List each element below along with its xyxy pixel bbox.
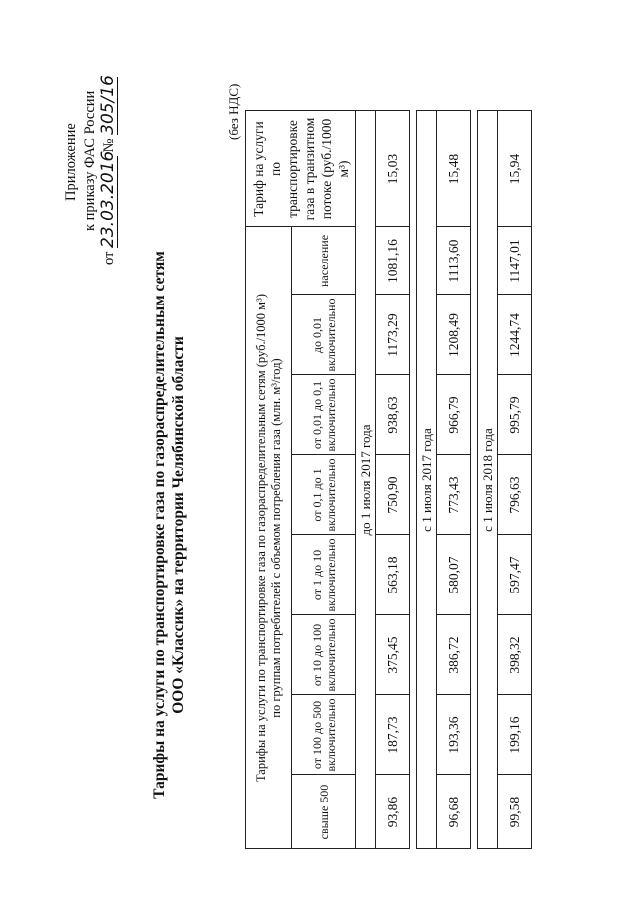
table-row <box>376 111 410 875</box>
table-cell: 1147,01 <box>498 227 532 295</box>
table-row <box>437 111 471 875</box>
period-row <box>356 111 376 875</box>
number-field <box>100 77 118 135</box>
handwritten-number: 305/16 <box>98 75 118 135</box>
header-main-cell <box>246 227 292 849</box>
appendix-date-line <box>100 35 119 265</box>
table-cell: 1113,60 <box>437 227 471 295</box>
table-cell: 96,68 <box>437 775 471 849</box>
from-label: от <box>101 251 117 265</box>
number-label: № <box>101 138 117 153</box>
table-cell: 93,86 <box>376 775 410 849</box>
table-cell: 966,79 <box>437 375 471 455</box>
transit-cell: 15,03 <box>376 111 410 227</box>
appendix-block <box>62 35 119 265</box>
header-main-text: Тарифы на услуги по транспортировке газа по газораспределительным сетям (руб./1000 м³) <box>253 293 268 783</box>
title-line-1: Тарифы на услуги по транспортировке газа по газораспределительным сетям <box>151 251 168 799</box>
table-cell: 1208,49 <box>437 295 471 375</box>
table-cell: 1081,16 <box>376 227 410 295</box>
table-cell: 193,36 <box>437 695 471 775</box>
tariff-table <box>245 111 532 876</box>
table-cell: 995,79 <box>498 375 532 455</box>
header-sub-text: по группам потребителей с объемом потребления газа (млн. м³/год) <box>268 358 283 718</box>
table-cell: 398,32 <box>498 615 532 695</box>
document-title <box>150 175 188 875</box>
header-row-main <box>246 111 292 875</box>
date-field <box>98 150 118 248</box>
table-cell: 750,90 <box>376 455 410 535</box>
group-header: население <box>292 227 356 295</box>
table-cell: 386,72 <box>437 615 471 695</box>
table-cell: 1173,29 <box>376 295 410 375</box>
period-label: до 1 июля 2017 года <box>356 111 376 849</box>
table-cell: 187,73 <box>376 695 410 775</box>
period-row <box>417 111 437 875</box>
group-header: от 10 до 100 включительно <box>292 615 356 695</box>
vat-note: (без НДС) <box>226 83 241 140</box>
table-cell: 199,16 <box>498 695 532 775</box>
group-header: до 0,01 включительно <box>292 295 356 375</box>
title-line-2: ООО «Классик» на территории Челябинской области <box>170 336 187 714</box>
period-row <box>478 111 498 875</box>
group-header: свыше 500 <box>292 775 356 849</box>
table-row <box>498 111 532 875</box>
transit-header-cell: Тариф на услуги по транспортировке газа в транзитном потоке (руб./1000 м³) <box>246 111 356 227</box>
table-cell: 580,07 <box>437 535 471 615</box>
period-label: с 1 июля 2018 года <box>478 111 498 849</box>
table-cell: 796,63 <box>498 455 532 535</box>
period-label: с 1 июля 2017 года <box>417 111 437 849</box>
table-cell: 1244,74 <box>498 295 532 375</box>
table-cell: 375,45 <box>376 615 410 695</box>
table-cell: 938,63 <box>376 375 410 455</box>
table-cell: 773,43 <box>437 455 471 535</box>
handwritten-date: 23.03.2016 <box>98 150 118 248</box>
appendix-title: Приложение <box>63 123 79 201</box>
table-cell: 597,47 <box>498 535 532 615</box>
group-header: от 0,01 до 0,1 включительно <box>292 375 356 455</box>
table-cell: 99,58 <box>498 775 532 849</box>
transit-cell: 15,48 <box>437 111 471 227</box>
table-cell: 563,18 <box>376 535 410 615</box>
group-header: от 0,1 до 1 включительно <box>292 455 356 535</box>
appendix-order-ref: к приказу ФАС России <box>82 90 98 231</box>
group-header: от 100 до 500 включительно <box>292 695 356 775</box>
transit-cell: 15,94 <box>498 111 532 227</box>
group-header: от 1 до 10 включительно <box>292 535 356 615</box>
